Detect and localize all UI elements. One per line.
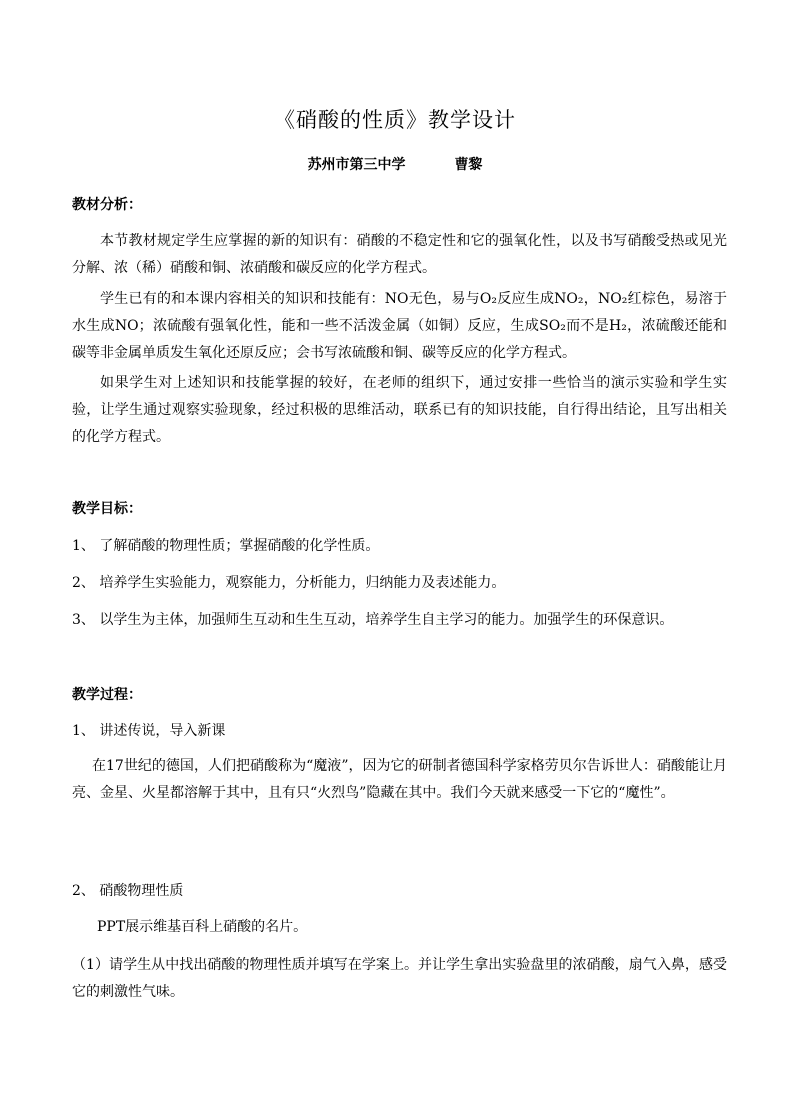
process-step-1-text: 在17世纪的德国，人们把硝酸称为“魔液”，因为它的研制者德国科学家格劳贝尔告诉世人：硝酸能让月亮、金星、火星都溶解于其中，且有只“火烈鸟”隐藏在其中。我们今天就来感受一下它的“魔性”。 [72,758,727,801]
goal-item-3: 3、 以学生为主体，加强师生互动和生生互动，培养学生自主学习的能力。加强学生的环保意识。 [72,612,674,628]
analysis-paragraph-2: 学生已有的和本课内容相关的知识和技能有：NO无色，易与O₂反应生成NO₂，NO₂红棕色，易溶于水生成NO；浓硫酸有强氧化性，能和一些不活泼金属（如铜）反应，生成SO₂而不是H₂，浓硫酸还能和碳等非金属单质发生氧化还原反应；会书写浓硫酸和铜、碳等反应的化学方程式。 [72,291,727,361]
analysis-paragraph-1: 本节教材规定学生应掌握的新的知识有：硝酸的不稳定性和它的强氧化性，以及书写硝酸受热或见光分解、浓（稀）硝酸和铜、浓硝酸和碳反应的化学方程式。 [72,233,727,276]
goal-item-2: 2、 培养学生实验能力，观察能力，分析能力，归纳能力及表述能力。 [72,575,506,591]
process-step-2-title: 2、 硝酸物理性质 [72,883,184,899]
process-step-1-title: 1、 讲述传说，导入新课 [72,723,226,739]
goal-item-1: 1、 了解硝酸的物理性质；掌握硝酸的化学性质。 [72,538,380,554]
author-school: 苏州市第三中学 [307,157,406,173]
author-line [0,154,790,174]
author-name: 曹黎 [454,157,483,173]
analysis-paragraph-3: 如果学生对上述知识和技能掌握的较好，在老师的组织下，通过安排一些恰当的演示实验和学生实验，让学生通过观察实验现象，经过积极的思维活动，联系已有的知识技能，自行得出结论，且写出相关的化学方程式。 [72,375,727,445]
analysis-heading: 教材分析： [72,197,142,213]
process-step-2-item: （1）请学生从中找出硝酸的物理性质并填写在学案上。并让学生拿出实验盘里的浓硝酸，扇气入鼻，感受它的刺激性气味。 [72,957,727,1000]
process-step-2-line: PPT展示维基百科上硝酸的名片。 [97,919,308,935]
document-title: 《硝酸的性质》教学设计 [274,108,516,132]
process-heading: 教学过程： [72,687,142,703]
goals-heading: 教学目标： [72,501,142,517]
